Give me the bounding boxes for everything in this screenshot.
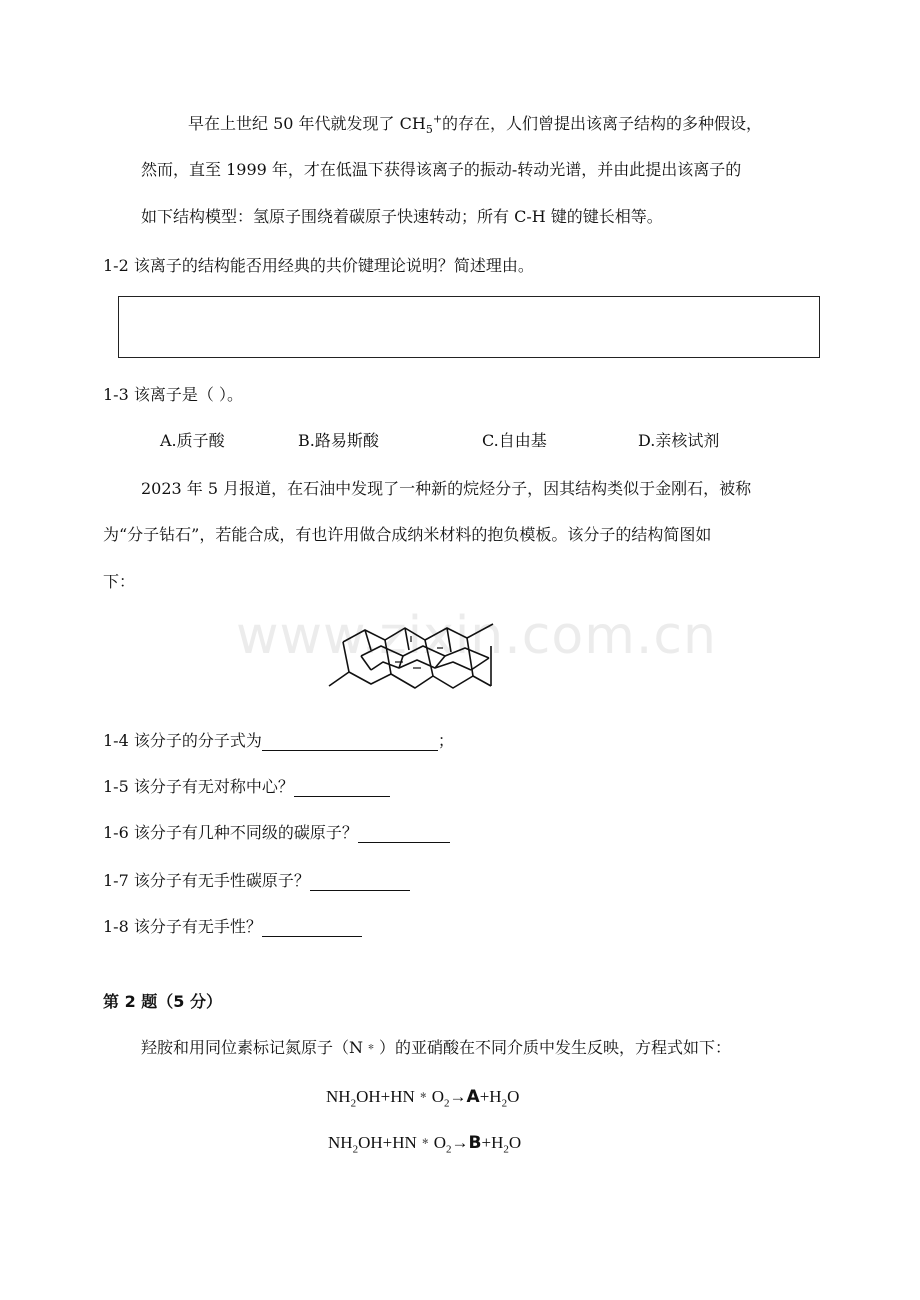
section-2-title: 第 2 题（5 分） [103,992,222,1011]
diamond-line-3: 下： [103,572,136,591]
intro-line-1: 早在上世纪 50 年代就发现了 $CH_5^+$的存在，人们曾提出该离子结构的多种假设， [188,112,763,137]
diamond-line-2: 为“分子钻石”，若能合成，有也许用做合成纳米材料的抱负模板。该分子的结构简图如 [103,525,712,544]
intro-line-2: 然而，直至 1999 年，才在低温下获得该离子的振动-转动光谱，并由此提出该离子的 [141,160,742,179]
answer-blank-1-8[interactable] [262,920,362,937]
question-1-2: 1-2 该离子的结构能否用经典的共价键理论说明？简述理由。 [103,256,534,275]
answer-blank-1-7[interactable] [310,874,410,891]
question-1-4: 1-4 该分子的分子式为 ； [103,731,454,750]
answer-box[interactable] [118,296,820,358]
answer-blank-1-5[interactable] [294,780,390,797]
section-2-text: 羟胺和用同位素标记氮原子（N﹡）的亚硝酸在不同介质中发生反映，方程式如下： [141,1038,732,1057]
watermark: www.zixin.com.cn [236,606,717,666]
equation-1: $NH_2OH+HN﹡O_2\to A+H_2O$ [326,1087,520,1110]
equation-2: $NH_2OH+HN﹡O_2\to B+H_2O$ [328,1133,522,1156]
question-1-8: 1-8 该分子有无手性？ [103,914,362,937]
option-d: D.亲核试剂 [638,431,720,450]
question-1-6: 1-6 该分子有几种不同级的碳原子？ [103,820,450,843]
diamond-line-1: 2023 年 5 月报道，在石油中发现了一种新的烷烃分子，因其结构类似于金刚石，被称 [141,479,752,498]
molecule-structure-diagram [325,616,495,694]
intro-line-3: 如下结构模型：氢原子围绕着碳原子快速转动；所有 C-H 键的键长相等。 [141,207,663,226]
option-c: C.自由基 [482,431,547,450]
question-1-7: 1-7 该分子有无手性碳原子？ [103,868,410,891]
question-1-5: 1-5 该分子有无对称中心？ [103,774,390,797]
answer-blank-1-4[interactable] [262,734,438,751]
option-b: B.路易斯酸 [298,431,379,450]
option-a: A.质子酸 [160,431,225,450]
answer-blank-1-6[interactable] [358,826,450,843]
question-1-3: 1-3 该离子是（ ）。 [103,385,243,404]
